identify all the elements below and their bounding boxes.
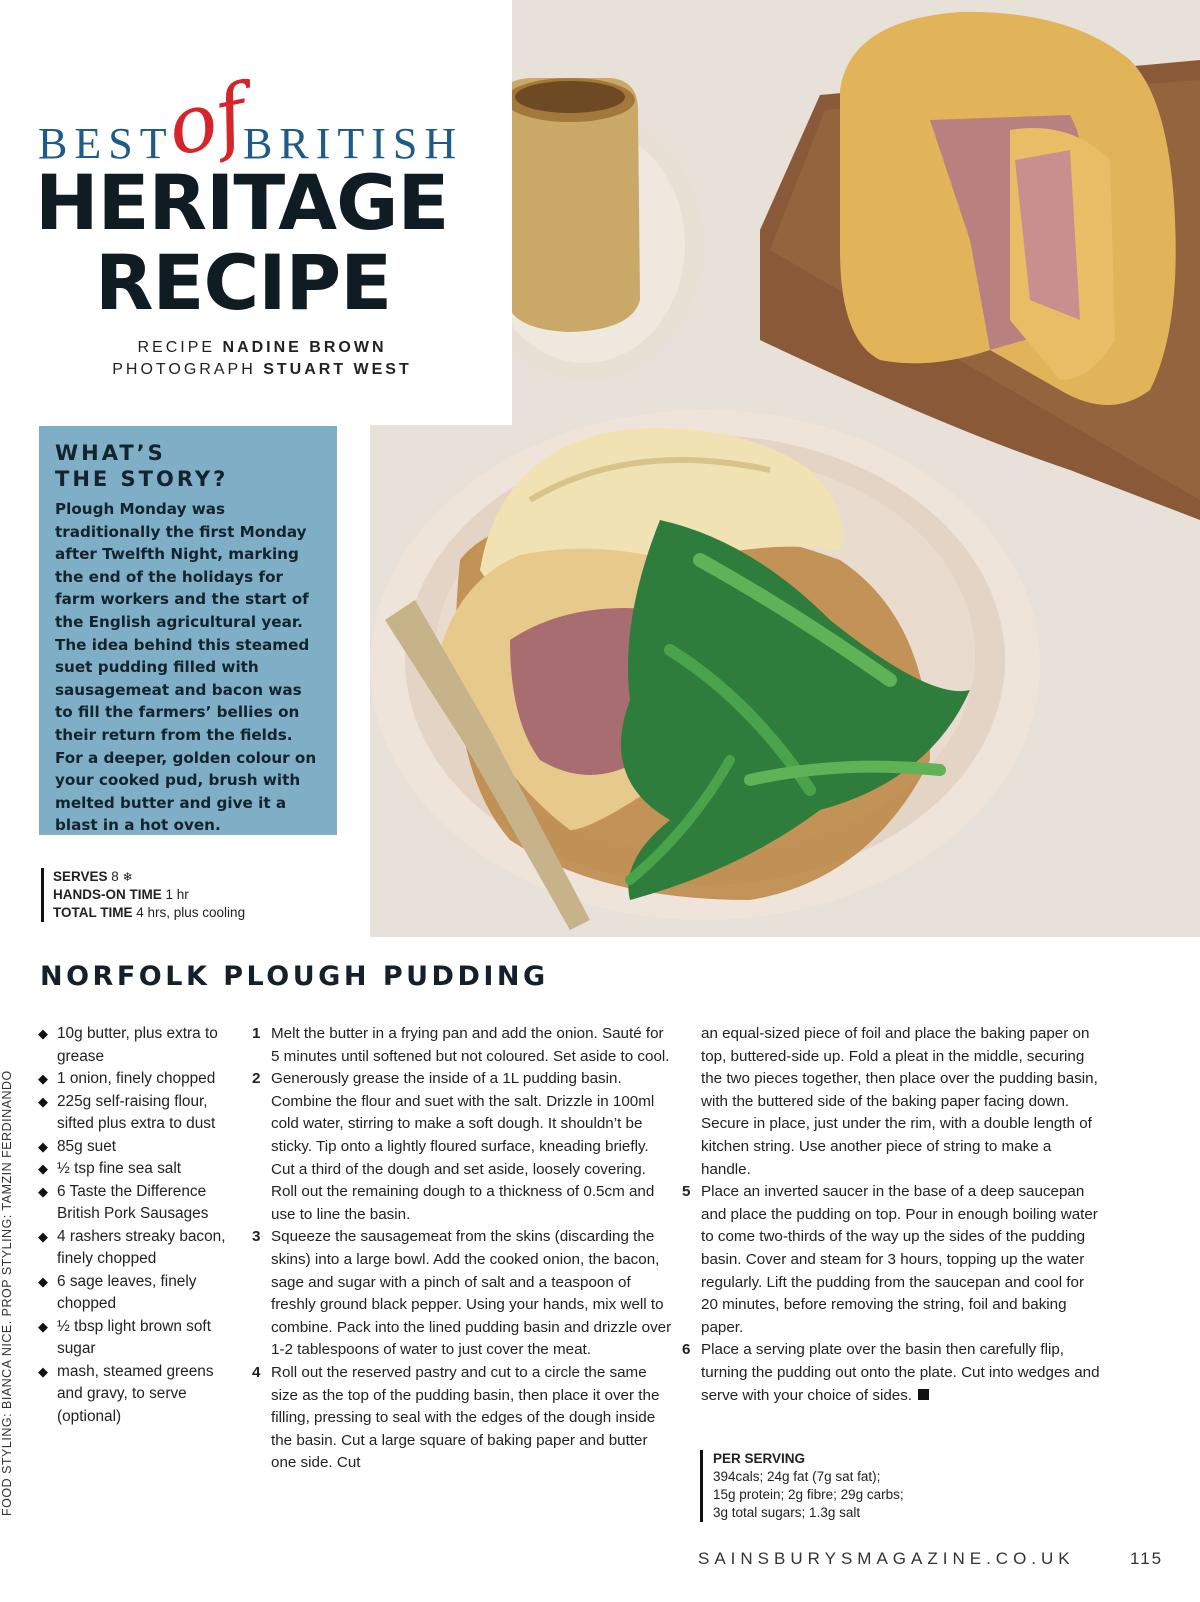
logo-best: BEST <box>38 119 174 168</box>
heading-heritage: HERITAGE <box>35 158 449 247</box>
website-footer: SAINSBURYSMAGAZINE.CO.UK <box>698 1549 1075 1568</box>
hands-on-label: HANDS-ON TIME <box>53 887 162 902</box>
method-step-continued: an equal-sized piece of foil and place the baking paper on top, buttered-side up. Fold a pleat in the middle, securing the two pieces together, then place over the pudding basin, with the buttered side of the baking paper facing down. Secure in place, just under the rim, with a double length of kitchen string. Use another piece of string to make a handle. <box>701 1025 1098 1178</box>
per-serving-label: PER SERVING <box>713 1451 806 1466</box>
method-column-2 <box>682 1023 1102 1407</box>
step-text: Squeeze the sausagemeat from the skins (discarding the skins) into a large bowl. Add the cooked onion, the bacon, sage and sugar with a pinch of salt and a teaspoon of freshly ground black pepper. Using your hands, mix well to combine. Pack into the lined pudding basin and drizzle over 1-2 tablespoons of water to just cover the meat. <box>271 1228 672 1359</box>
end-mark <box>918 1389 929 1400</box>
method-step <box>682 1181 1102 1339</box>
ingredient-item: ◆ ½ tbsp light brown soft sugar <box>38 1316 238 1361</box>
credits <box>0 337 524 381</box>
method-column-1 <box>252 1023 672 1475</box>
page-number: 115 <box>1130 1549 1164 1568</box>
recipe-label: RECIPE <box>137 339 216 356</box>
recipe-info <box>41 868 245 922</box>
ingredient-item: ◆ 10g butter, plus extra to grease <box>38 1023 238 1068</box>
nutrition-line: 15g protein; 2g fibre; 29g carbs; <box>713 1487 904 1502</box>
ingredient-item: ◆ 1 onion, finely chopped <box>38 1068 238 1091</box>
serves-value: 8 <box>111 869 119 884</box>
nutrition-line: 394cals; 24g fat (7g sat fat); <box>713 1469 881 1484</box>
ingredient-item: ◆ 225g self-raising flour, sifted plus extra to dust <box>38 1091 238 1136</box>
masthead <box>0 0 512 425</box>
photograph-label: PHOTOGRAPH <box>112 361 256 378</box>
step-number: 1 <box>252 1025 261 1042</box>
photographer: STUART WEST <box>263 361 412 378</box>
serves-label: SERVES <box>53 869 108 884</box>
snowflake-icon: ❄ <box>122 870 133 884</box>
recipe-author: NADINE BROWN <box>222 339 387 356</box>
method-step <box>252 1362 672 1475</box>
method-step <box>252 1068 672 1226</box>
total-time-value: 4 hrs, plus cooling <box>136 905 246 920</box>
step-text: Generously grease the inside of a 1L pudding basin. Combine the flour and suet with the salt. Drizzle in 100ml cold water, stirring to make a soft dough. It shouldn’t be sticky. Tip onto a lightly floured surface, kneading briefly. Cut a third of the dough and set aside, loosely covering. Roll out the remaining dough to a thickness of 0.5cm and use to line the basin. <box>271 1070 655 1223</box>
story-box <box>39 426 337 835</box>
step-number: 6 <box>682 1341 691 1359</box>
ingredient-item: ◆ 6 Taste the Difference British Pork Sausages <box>38 1181 238 1226</box>
step-text: Roll out the reserved pastry and cut to a circle the same size as the top of the pudding basin, then place it over the filling, pressing to seal with the edges of the dough inside the basin. Cut a large square of baking paper and butter one side. Cut <box>271 1363 660 1472</box>
total-time-label: TOTAL TIME <box>53 905 133 920</box>
step-number: 4 <box>252 1363 261 1381</box>
heading-recipe: RECIPE <box>95 238 392 327</box>
ingredient-item: ◆ ½ tsp fine sea salt <box>38 1158 238 1181</box>
step-text: Place a serving plate over the basin then carefully flip, turning the pudding out onto the plate. Cut into wedges and serve with your choice of sides. <box>701 1341 1100 1404</box>
logo-british: BRITISH <box>243 119 464 168</box>
story-heading: WHAT’S THE STORY? <box>55 441 229 491</box>
nutrition-line: 3g total sugars; 1.3g salt <box>713 1505 861 1520</box>
ingredient-item: ◆ 4 rashers streaky bacon, finely chopped <box>38 1226 238 1271</box>
method-step <box>252 1226 672 1362</box>
step-number: 2 <box>252 1070 261 1088</box>
step-number: 5 <box>682 1183 691 1201</box>
styling-credit: FOOD STYLING: BIANCA NICE. PROP STYLING: TAMZIN FERDINANDO <box>0 1070 14 1516</box>
method-step <box>252 1023 672 1068</box>
method-step <box>682 1339 1102 1407</box>
ingredient-item: ◆ mash, steamed greens and gravy, to serve (optional) <box>38 1361 238 1429</box>
step-text: Place an inverted saucer in the base of a deep saucepan and place the pudding on top. Pour in enough boiling water to come two-thirds of the way up the sides of the pudding basin. Cover and steam for 3 hours, topping up the water regularly. Lift the pudding from the saucepan and cool for 20 minutes, before removing the string, foil and baking paper. <box>701 1183 1098 1336</box>
step-text: Melt the butter in a frying pan and add the onion. Sauté for 5 minutes until softened but not coloured. Set aside to cool. <box>271 1025 670 1065</box>
ingredients-list <box>38 1023 238 1428</box>
hands-on-value: 1 hr <box>165 887 189 902</box>
per-serving-box <box>700 1450 904 1522</box>
ingredient-item: ◆ 6 sage leaves, finely chopped <box>38 1271 238 1316</box>
story-text: Plough Monday was traditionally the first Monday after Twelfth Night, marking the end of the holidays for farm workers and the start of the English agricultural year. The idea behind this steamed suet pudding filled with sausagemeat and bacon was to fill the farmers’ bellies on their return from the fields. For a deeper, golden colour on your cooked pud, brush with melted butter and give it a blast in a hot oven. <box>55 500 317 835</box>
recipe-title: NORFOLK PLOUGH PUDDING <box>40 961 549 992</box>
step-number: 3 <box>252 1228 261 1246</box>
ingredient-item: ◆ 85g suet <box>38 1136 238 1159</box>
logo-of: of <box>159 66 255 175</box>
